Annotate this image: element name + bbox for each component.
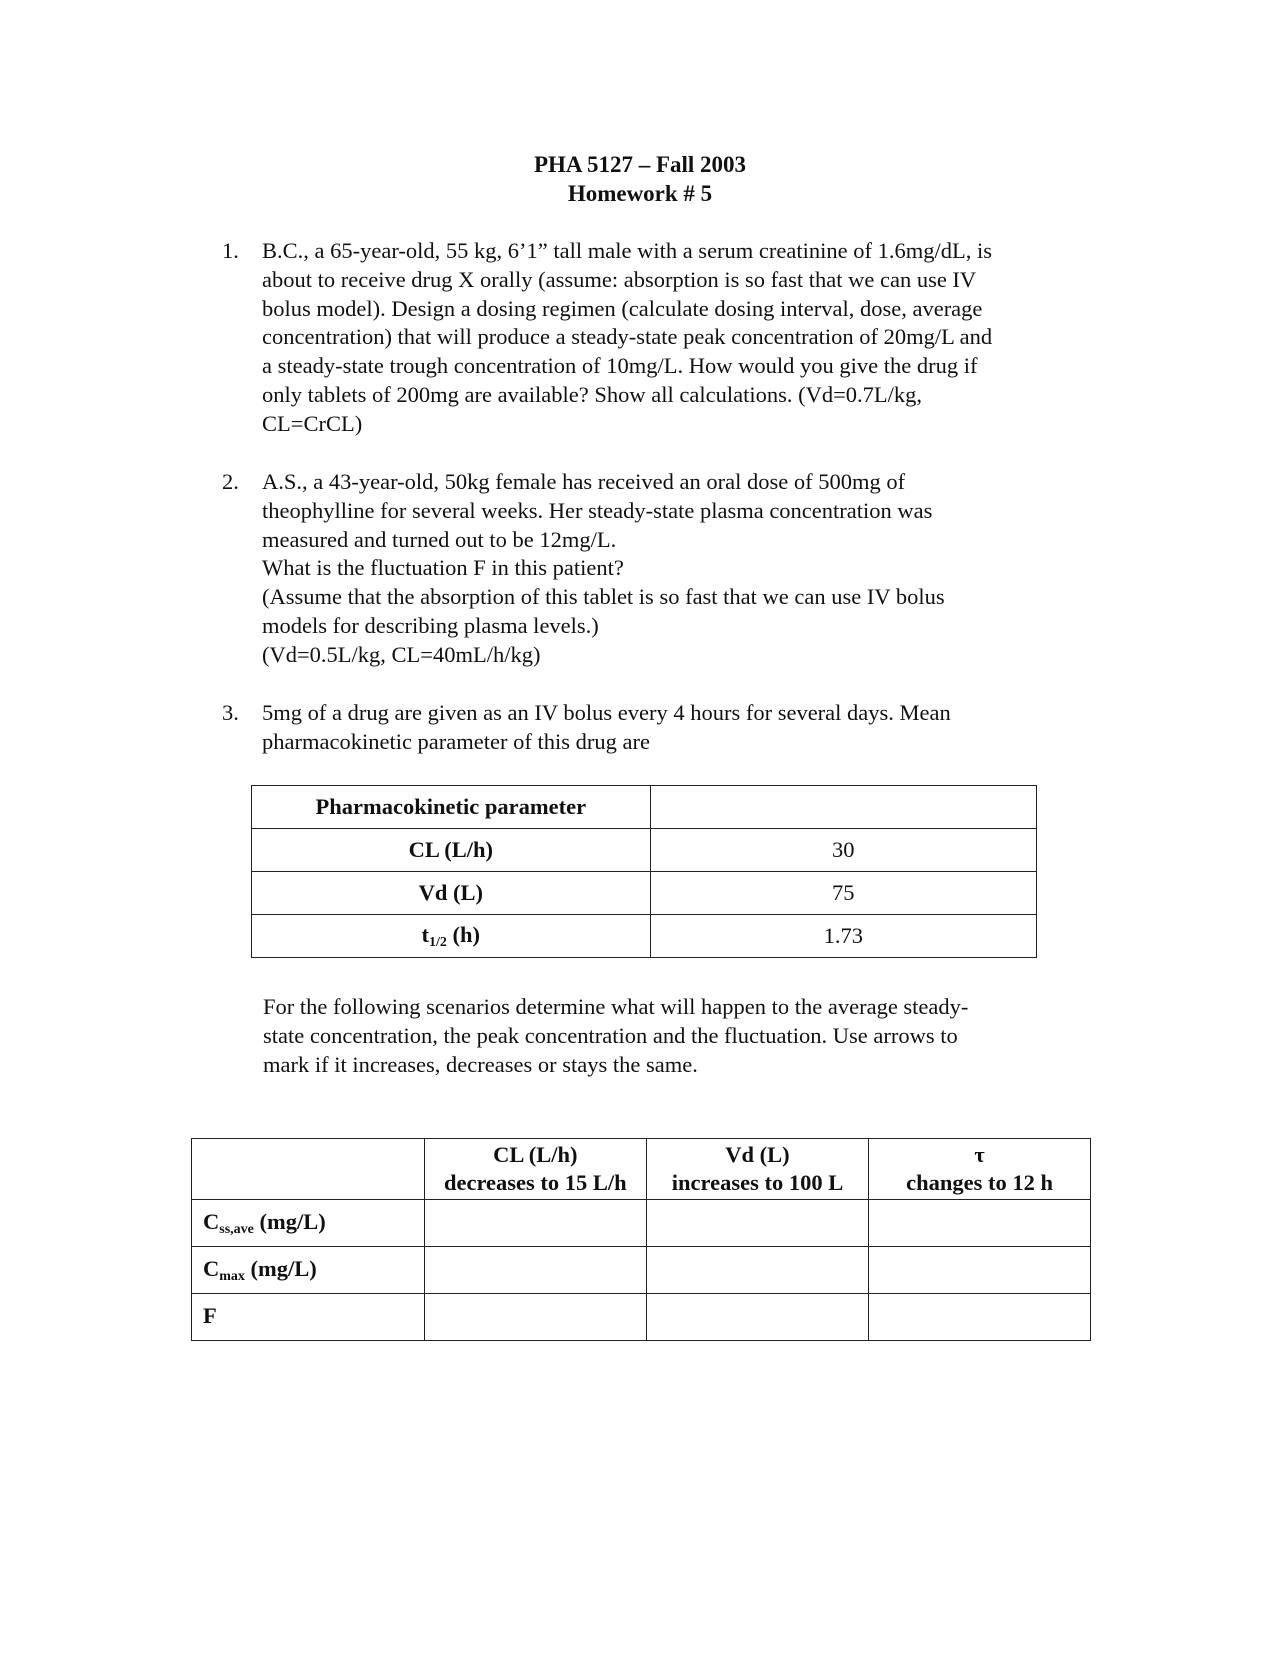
question-line: theophylline for several weeks. Her steady-state plasma concentration was	[262, 497, 933, 523]
answer-cell[interactable]	[646, 1247, 868, 1294]
parameter-label: Vd (L)	[252, 872, 651, 915]
answer-cell[interactable]	[424, 1200, 646, 1247]
table-row	[252, 872, 1037, 915]
answer-cell[interactable]	[646, 1200, 868, 1247]
question-line: bolus model). Design a dosing regimen (calculate dosing interval, dose, average	[262, 295, 983, 321]
table-header-row	[252, 786, 1037, 829]
question-line: CL=CrCL)	[262, 410, 363, 436]
question-2	[222, 468, 1082, 670]
parameter-value: 75	[650, 872, 1036, 915]
answer-cell[interactable]	[424, 1247, 646, 1294]
paragraph-line: mark if it increases, decreases or stays the same.	[263, 1051, 698, 1077]
table-header-cell	[650, 786, 1036, 829]
parameter-value: 1.73	[650, 915, 1036, 958]
table-header-cell: Pharmacokinetic parameter	[252, 786, 651, 829]
empty-corner-cell	[192, 1139, 425, 1200]
table-row	[252, 829, 1037, 872]
parameter-value: 30	[650, 829, 1036, 872]
question-line: B.C., a 65-year-old, 55 kg, 6’1” tall male with a serum creatinine of 1.6mg/dL, is	[262, 238, 992, 263]
table-row	[252, 915, 1037, 958]
question-line: models for describing plasma levels.)	[262, 612, 599, 638]
answer-cell[interactable]	[869, 1247, 1091, 1294]
row-label-cmax: $C_{max}$ (mg/L)	[192, 1247, 425, 1294]
question-line: about to receive drug X orally (assume: absorption is so fast that we can use IV	[262, 266, 977, 292]
table-header-row	[192, 1139, 1091, 1200]
table-row	[192, 1247, 1091, 1294]
question-line: (Assume that the absorption of this tablet is so fast that we can use IV bolus	[262, 584, 945, 610]
parameter-label: $t_{1/2}$ (h)	[252, 915, 651, 958]
column-header: τ changes to 12 h	[869, 1139, 1091, 1200]
parameter-label: CL (L/h)	[252, 829, 651, 872]
paragraph-line: For the following scenarios determine what will happen to the average steady-	[263, 994, 969, 1019]
page-title: PHA 5127 – Fall 2003	[533, 152, 747, 177]
table-row	[192, 1294, 1091, 1341]
question-line: a steady-state trough concentration of 10mg/L. How would you give the drug if	[262, 353, 978, 379]
paragraph-line: state concentration, the peak concentration and the fluctuation. Use arrows to	[263, 1022, 958, 1048]
question-number: 1.	[222, 238, 239, 263]
question-line: A.S., a 43-year-old, 50kg female has received an oral dose of 500mg of	[262, 469, 906, 494]
row-label-fluctuation: F	[192, 1294, 425, 1341]
column-header: CL (L/h) decreases to 15 L/h	[424, 1139, 646, 1200]
question-3	[222, 699, 1082, 757]
question-line: measured and turned out to be 12mg/L.	[262, 526, 617, 552]
scenario-instructions	[263, 993, 968, 1079]
question-line: only tablets of 200mg are available? Show all calculations. (Vd=0.7L/kg,	[262, 381, 923, 407]
question-line: (Vd=0.5L/kg, CL=40mL/h/kg)	[262, 641, 541, 667]
question-1	[222, 237, 1082, 439]
question-number: 2.	[222, 469, 239, 494]
answer-cell[interactable]	[869, 1294, 1091, 1341]
question-line: concentration) that will produce a steady-state peak concentration of 20mg/L and	[262, 324, 993, 350]
scenario-table	[191, 1138, 1091, 1341]
question-line: 5mg of a drug are given as an IV bolus every 4 hours for several days. Mean	[262, 700, 951, 725]
question-number: 3.	[222, 700, 239, 725]
answer-cell[interactable]	[646, 1294, 868, 1341]
page-subtitle: Homework # 5	[567, 181, 713, 206]
question-line: What is the fluctuation F in this patient?	[262, 555, 624, 581]
pharmacokinetic-table	[251, 785, 1037, 958]
answer-cell[interactable]	[869, 1200, 1091, 1247]
column-header: Vd (L) increases to 100 L	[646, 1139, 868, 1200]
question-line: pharmacokinetic parameter of this drug are	[262, 728, 650, 754]
row-label-css-ave: $C_{ss,ave}$ (mg/L)	[192, 1200, 425, 1247]
table-row	[192, 1200, 1091, 1247]
answer-cell[interactable]	[424, 1294, 646, 1341]
